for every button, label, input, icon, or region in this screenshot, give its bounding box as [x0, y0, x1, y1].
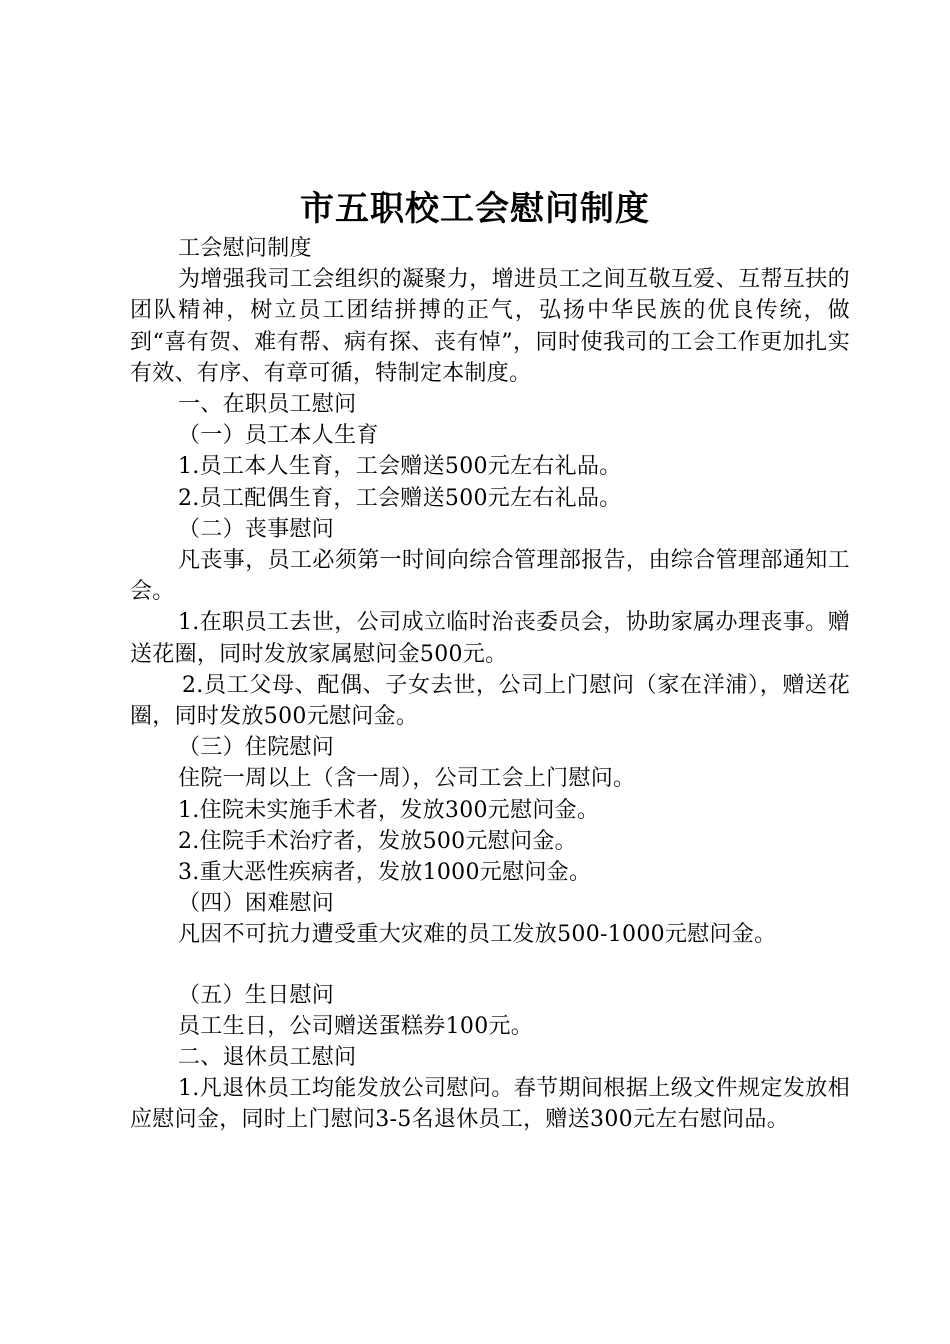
document-body [130, 233, 850, 1136]
list-item-hospital-2: 2.住院手术治疗者，发放500元慰问金。 [178, 828, 577, 854]
subsection-heading-funeral: （二）丧事慰问 [178, 516, 335, 542]
subsection-heading-hardship: （四）困难慰问 [178, 891, 335, 917]
list-item-funeral-1: 1.在职员工去世，公司成立临时治丧委员会，协助家属办理丧事。赠送花圈，同时发放家属慰问金500元。 [130, 610, 850, 667]
subsection-heading-childbirth: （一）员工本人生育 [178, 423, 379, 449]
list-item-childbirth-2: 2.员工配偶生育，工会赠送500元左右礼品。 [178, 485, 622, 511]
intro-paragraph: 为增强我司工会组织的凝聚力，增进员工之间互敬互爱、互帮互扶的团队精神，树立员工团结拼搏的正气，弘扬中华民族的优良传统，做到“喜有贺、难有帮、病有探、丧有悼”，同时使我司的工会工作更加扎实有效、有序、有章可循，特制定本制度。 [130, 267, 850, 386]
blank-line [130, 951, 850, 980]
document-title: 市五职校工会慰问制度 [300, 189, 650, 229]
subsection-heading-birthday: （五）生日慰问 [178, 982, 335, 1008]
list-item-retired-1: 1.凡退休员工均能发放公司慰问。春节期间根据上级文件规定发放相应慰问金，同时上门慰问3-5名退休员工，赠送300元左右慰问品。 [130, 1076, 850, 1133]
subtitle-paragraph: 工会慰问制度 [178, 236, 312, 261]
section-heading-serving-staff: 一、在职员工慰问 [178, 392, 357, 418]
hospital-intro-paragraph: 住院一周以上（含一周），公司工会上门慰问。 [178, 766, 636, 792]
list-item-childbirth-1: 1.员工本人生育，工会赠送500元左右礼品。 [178, 454, 622, 480]
funeral-intro-paragraph: 凡丧事，员工必须第一时间向综合管理部报告，由综合管理部通知工会。 [130, 548, 850, 605]
subsection-heading-hospital: （三）住院慰问 [178, 735, 335, 761]
list-item-hospital-3: 3.重大恶性疾病者，发放1000元慰问金。 [178, 860, 592, 886]
hardship-paragraph: 凡因不可抗力遭受重大灾难的员工发放500-1000元慰问金。 [178, 922, 777, 948]
list-item-hospital-1: 1.住院未实施手术者，发放300元慰问金。 [178, 797, 600, 823]
birthday-paragraph: 员工生日，公司赠送蛋糕券100元。 [178, 1013, 534, 1039]
section-heading-retired-staff: 二、退休员工慰问 [178, 1045, 357, 1071]
list-item-funeral-2: 2.员工父母、配偶、子女去世，公司上门慰问（家在洋浦），赠送花圈，同时发放500元慰问金。 [130, 672, 850, 730]
